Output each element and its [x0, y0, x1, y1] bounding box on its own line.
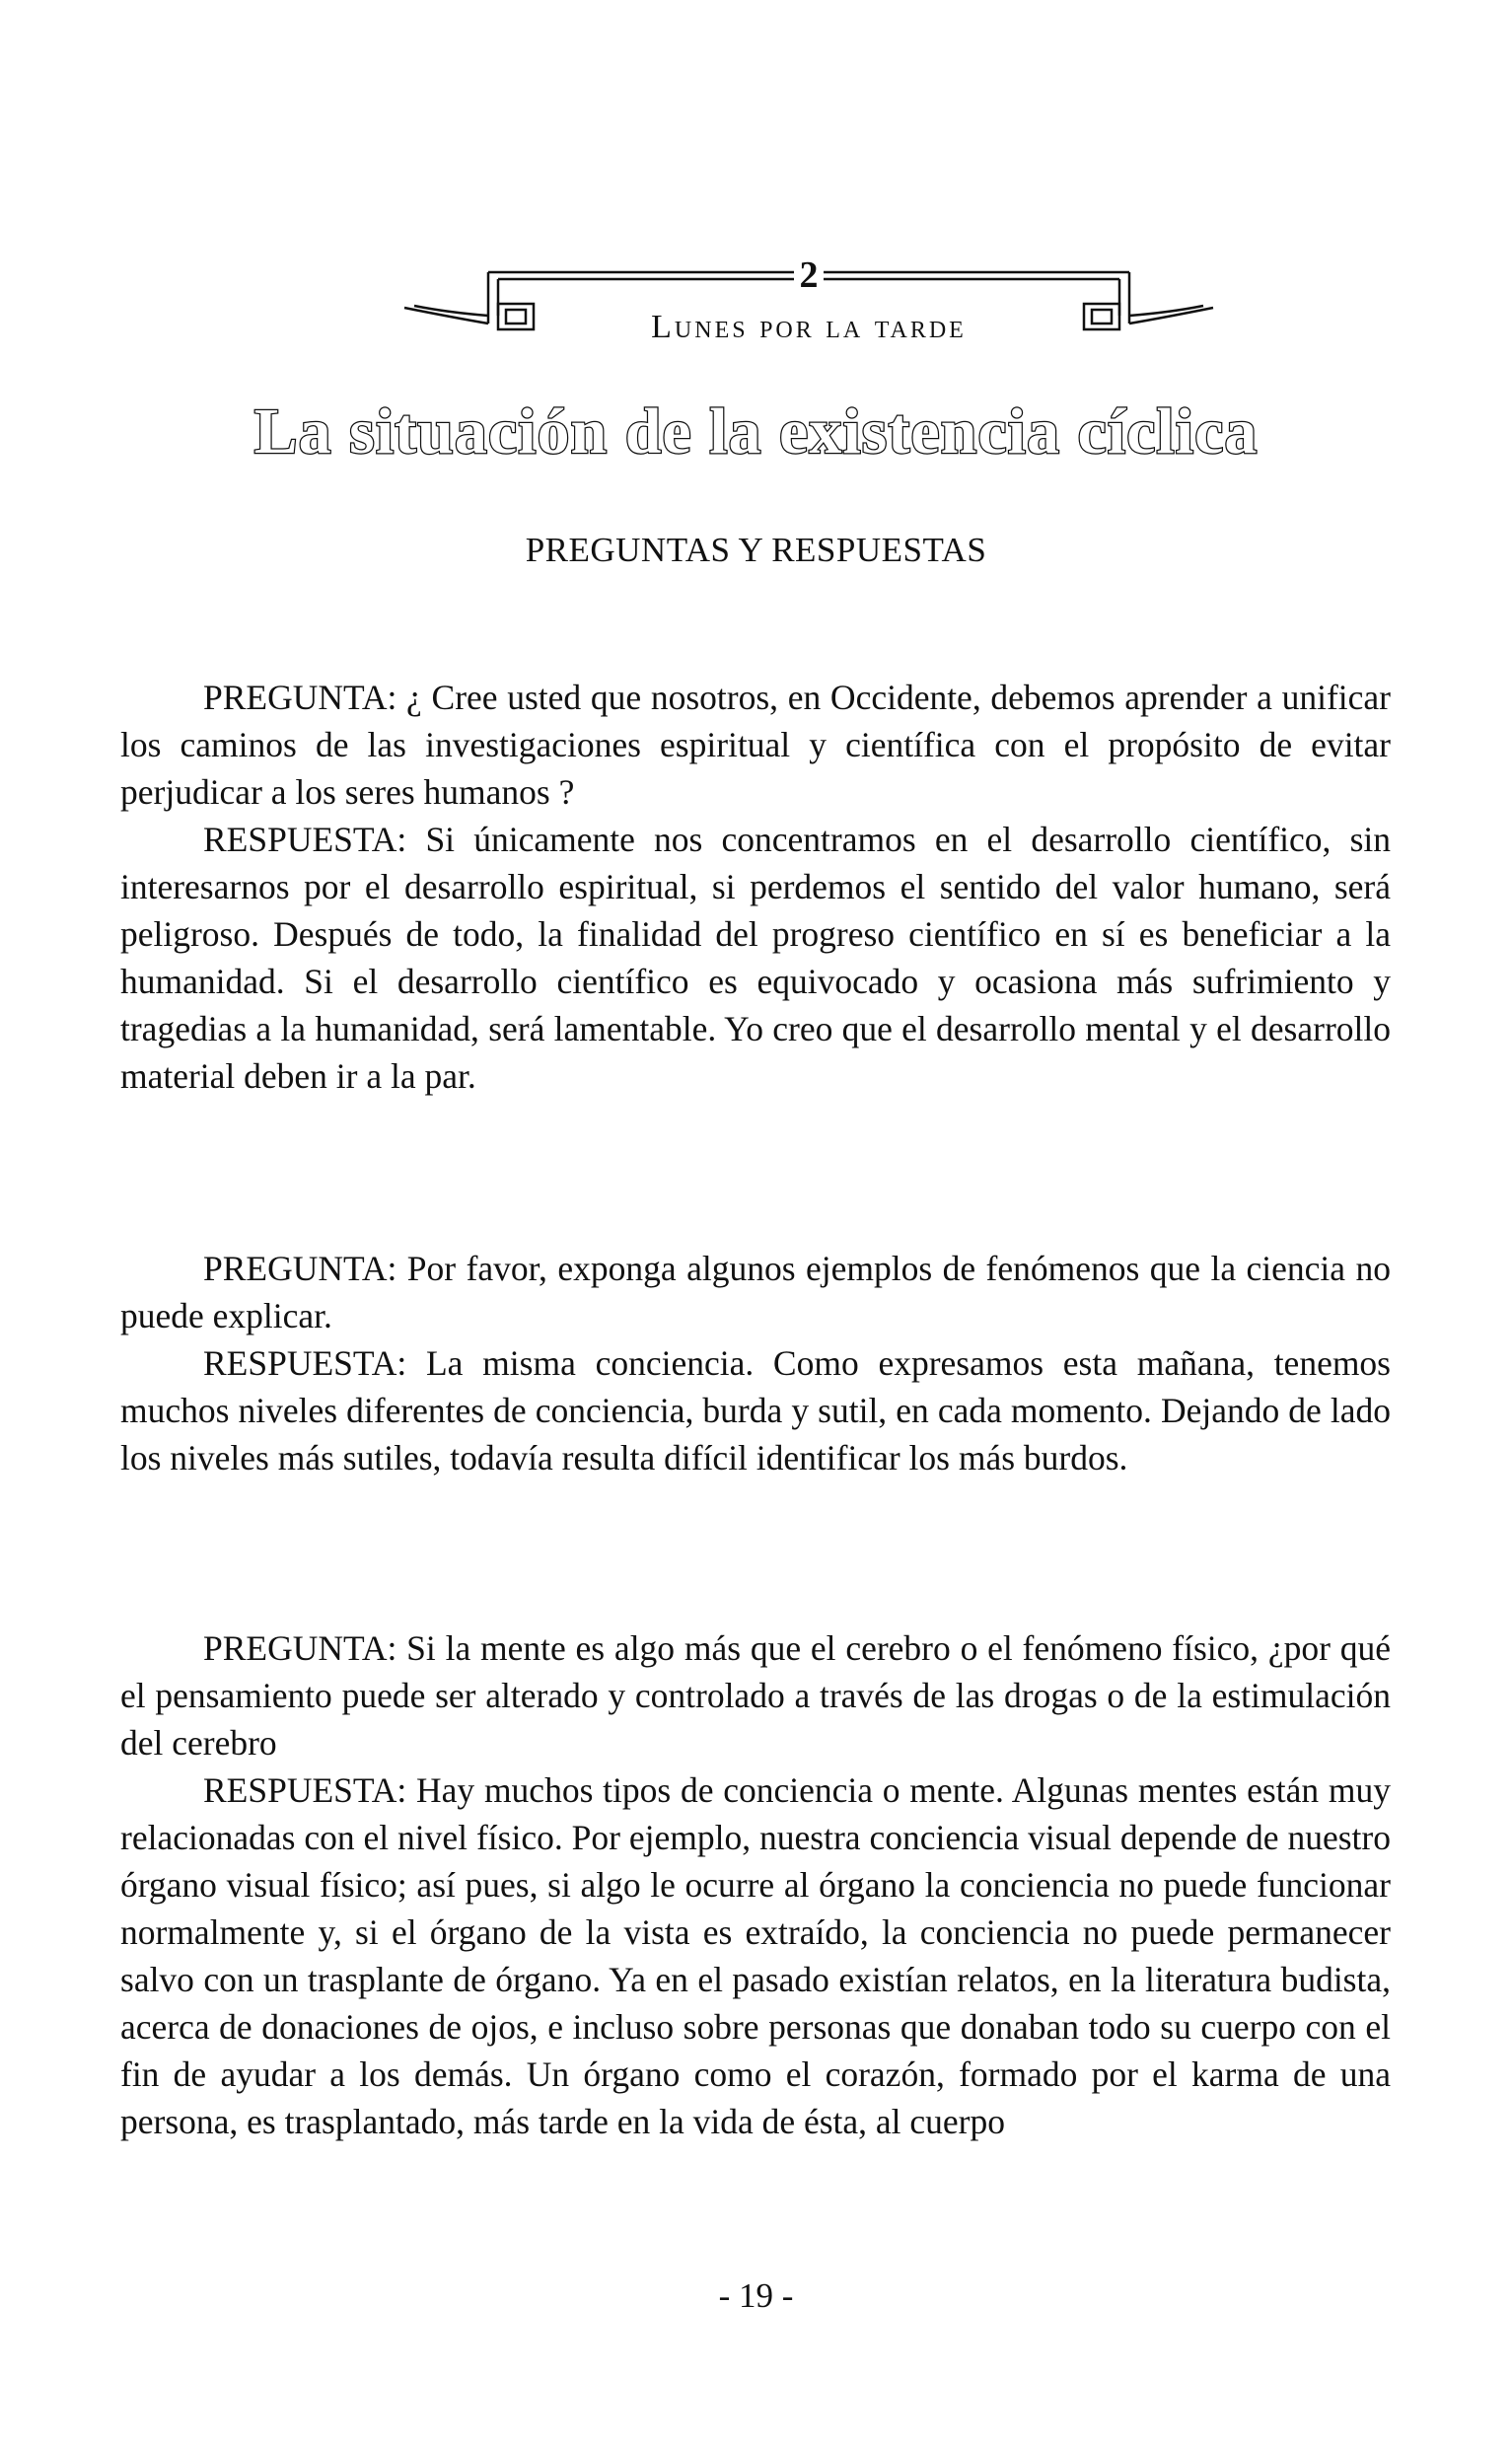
answer-paragraph: RESPUESTA: Hay muchos tipos de conciencia o mente. Algunas mentes están muy relacionadas con el nivel físico. Por ejemplo, nuestra conciencia visual depende de nuestro órgano visual físico; así pues, si algo le ocurre al órgano la conciencia no puede funcionar normalmente y, si el órgano de la vista es extraído, la conciencia no puede permanecer salvo con un trasplante de órgano. Ya en el pasado existían relatos, en la literatura budista, acerca de donaciones de ojos, e incluso sobre personas que donaban todo su cuerpo con el fin de ayudar a los demás. Un órgano como el corazón, formado por el karma de una persona, es trasplantado, más tarde en la vida de ésta, al cuerpo: [120, 1770, 1391, 2141]
page-number: - 19 -: [718, 2276, 794, 2315]
qa-block: [120, 1624, 1391, 2145]
answer-paragraph: RESPUESTA: Si únicamente nos concentramos en el desarrollo científico, sin interesarnos por el desarrollo espiritual, si perdemos el sentido del valor humano, será peligroso. Después de todo, la finalidad del progreso científico en sí es beneficiar a la humanidad. Si el desarrollo científico es equivocado y ocasiona más sufrimiento y tragedias a la humanidad, será lamentable. Yo creo que el desarrollo mental y el desarrollo material deben ir a la par.: [120, 820, 1391, 1096]
answer-paragraph: RESPUESTA: La misma conciencia. Como expresamos esta mañana, tenemos muchos niveles diferentes de conciencia, burda y sutil, en cada momento. Dejando de lado los niveles más sutiles, todavía resulta difícil identificar los más burdos.: [120, 1343, 1391, 1477]
chapter-number: 2: [799, 254, 819, 296]
question-paragraph: PREGUNTA: ¿ Cree usted que nosotros, en Occidente, debemos aprender a unificar los caminos de las investigaciones espiritual y científica con el propósito de evitar perjudicar a los seres humanos ?: [120, 678, 1391, 812]
chapter-header-ornament: [395, 237, 1223, 365]
chapter-label: Lunes por la tarde: [651, 309, 967, 345]
question-paragraph: PREGUNTA: Por favor, exponga algunos ejemplos de fenómenos que la ciencia no puede explicar.: [120, 1249, 1391, 1335]
question-paragraph: PREGUNTA: Si la mente es algo más que el cerebro o el fenómeno físico, ¿por qué el pensamiento puede ser alterado y controlado a través de las drogas o de la estimulación del cerebro: [120, 1628, 1391, 1763]
section-heading: PREGUNTAS Y RESPUESTAS: [525, 531, 987, 569]
qa-block: [120, 674, 1391, 1100]
chapter-title: La situación de la existencia cíclica: [253, 396, 1259, 468]
qa-block: [120, 1245, 1391, 1481]
